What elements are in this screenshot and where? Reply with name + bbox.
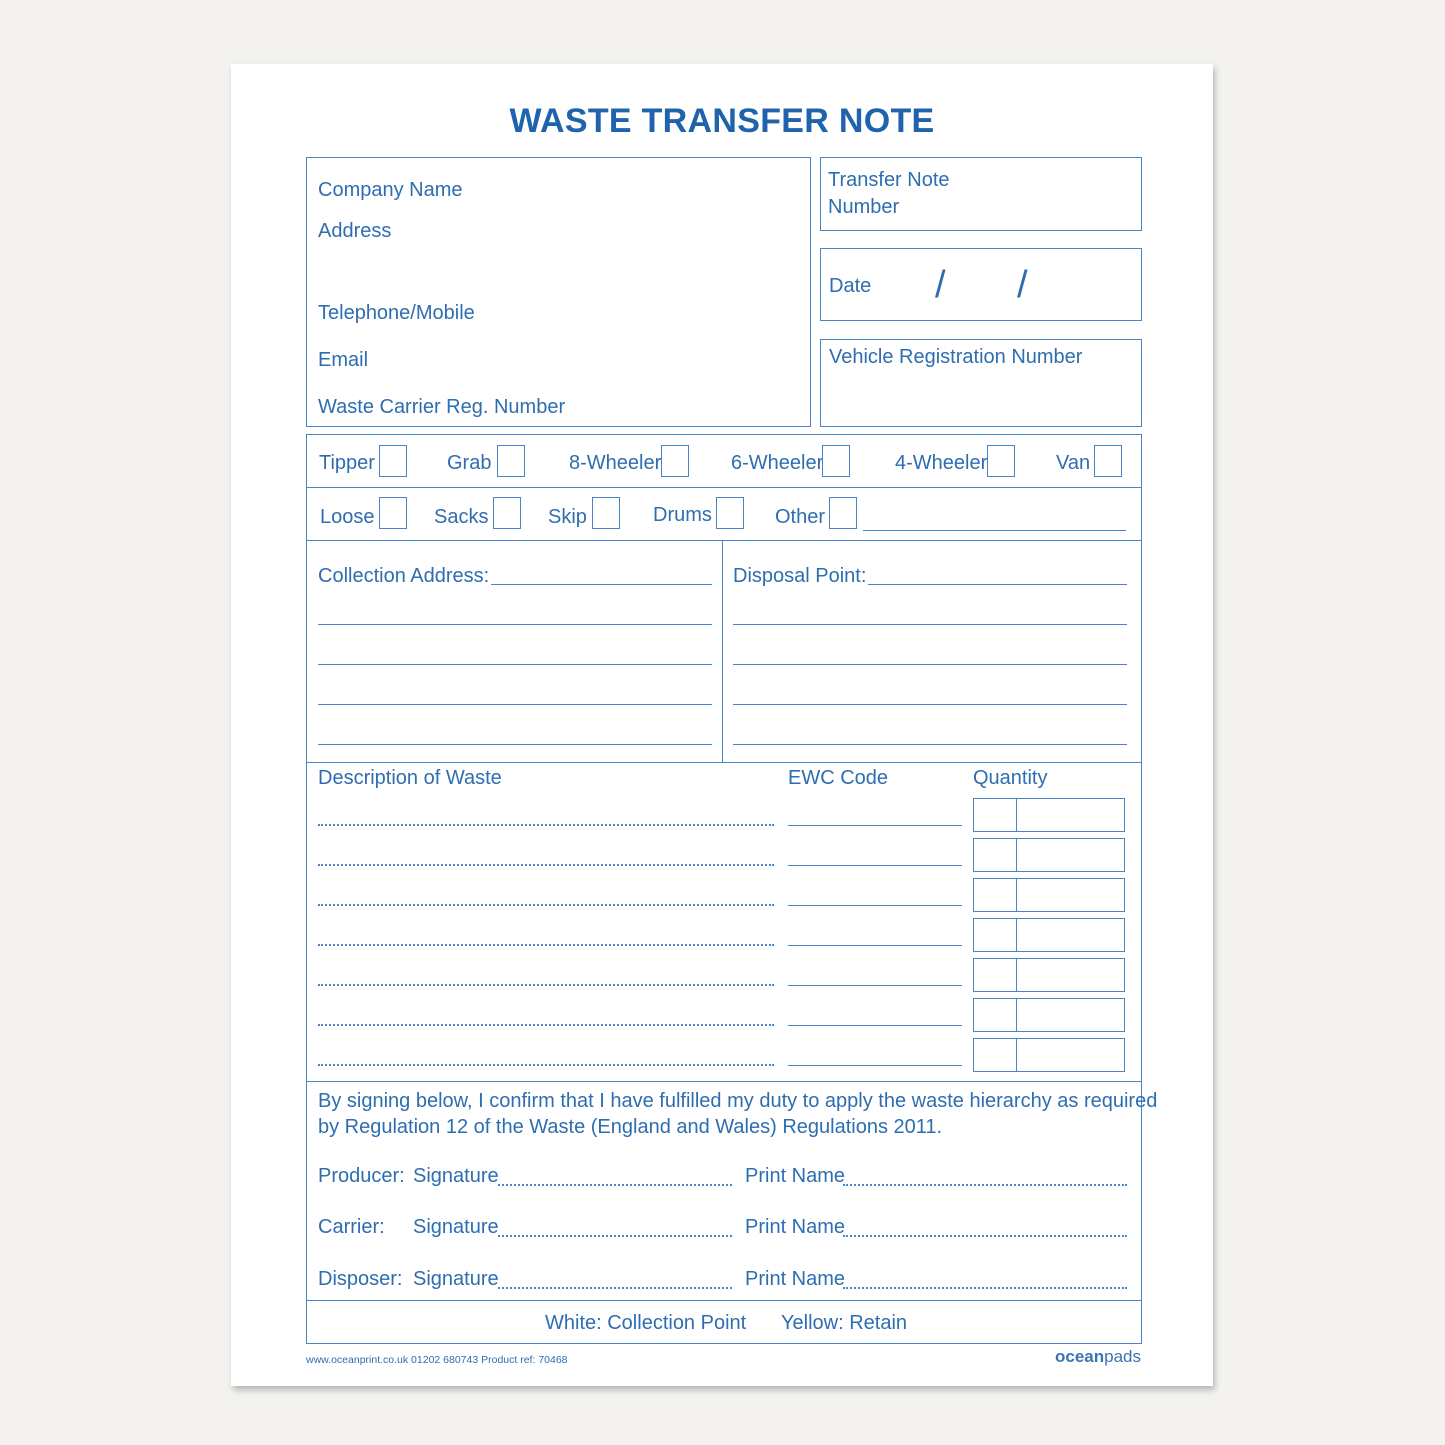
row-divider (306, 1081, 1142, 1082)
waste-description-line[interactable] (318, 1064, 774, 1066)
footer-contact: www.oceanprint.co.uk 01202 680743 Product ref: 70468 (306, 1354, 568, 1366)
sacks-checkbox[interactable] (493, 497, 521, 529)
eight-wheeler-checkbox[interactable] (661, 445, 689, 477)
waste-description-line[interactable] (318, 1024, 774, 1026)
signature-label: Signature (413, 1165, 499, 1187)
yellow-copy-label: Yellow: Retain (781, 1312, 908, 1334)
signatory-role-label: Disposer: (318, 1268, 403, 1290)
quantity-box[interactable] (973, 838, 1125, 872)
transfer-note-label-line2: Number (828, 196, 900, 218)
collection-address-line[interactable] (318, 664, 712, 665)
quantity-box-divider (1016, 839, 1017, 871)
signatory-role-label: Producer: (318, 1165, 405, 1187)
collection-address-label: Collection Address: (318, 565, 490, 587)
date-separator: / (1017, 264, 1028, 306)
container-type-label: Loose (320, 506, 375, 528)
ewc-code-line[interactable] (788, 1025, 962, 1026)
four-wheeler-checkbox[interactable] (987, 445, 1015, 477)
collection-address-line[interactable] (318, 744, 712, 745)
description-of-waste-label: Description of Waste (318, 767, 502, 789)
row-divider (306, 762, 1142, 763)
container-type-label: Skip (548, 506, 587, 528)
quantity-box[interactable] (973, 958, 1125, 992)
vehicle-type-label: 4-Wheeler (895, 452, 988, 474)
signature-line[interactable] (498, 1287, 732, 1289)
six-wheeler-checkbox[interactable] (822, 445, 850, 477)
waste-description-line[interactable] (318, 984, 774, 986)
quantity-box-divider (1016, 959, 1017, 991)
declaration-line2: by Regulation 12 of the Waste (England and Wales) Regulations 2011. (318, 1116, 943, 1138)
waste-description-line[interactable] (318, 824, 774, 826)
waste-description-line[interactable] (318, 864, 774, 866)
print-name-line[interactable] (843, 1235, 1127, 1237)
container-type-label: Other (775, 506, 826, 528)
quantity-box-divider (1016, 879, 1017, 911)
quantity-box-divider (1016, 799, 1017, 831)
logo-bold-part: ocean (1055, 1347, 1105, 1366)
quantity-box[interactable] (973, 998, 1125, 1032)
vehicle-registration-label: Vehicle Registration Number (829, 346, 1083, 368)
waste-description-line[interactable] (318, 944, 774, 946)
ewc-code-line[interactable] (788, 825, 962, 826)
vehicle-type-label: 6-Wheeler (731, 452, 824, 474)
quantity-box-divider (1016, 1039, 1017, 1071)
ewc-code-line[interactable] (788, 1065, 962, 1066)
transfer-note-label-line1: Transfer Note (828, 169, 950, 191)
vehicle-type-label: Tipper (319, 452, 375, 474)
print-name-line[interactable] (843, 1184, 1127, 1186)
vehicle-type-label: Grab (447, 452, 492, 474)
ewc-code-line[interactable] (788, 905, 962, 906)
ewc-code-line[interactable] (788, 865, 962, 866)
print-name-label: Print Name (745, 1165, 846, 1187)
van-checkbox[interactable] (1094, 445, 1122, 477)
row-divider (306, 540, 1142, 541)
signature-label: Signature (413, 1216, 499, 1238)
quantity-box-divider (1016, 999, 1017, 1031)
collection-address-line[interactable] (318, 704, 712, 705)
vehicle-type-label: 8-Wheeler (569, 452, 662, 474)
container-type-label: Drums (653, 504, 712, 526)
grab-checkbox[interactable] (497, 445, 525, 477)
disposal-point-line[interactable] (733, 744, 1127, 745)
other-write-in-line[interactable] (863, 530, 1126, 531)
address-label: Address (318, 220, 392, 242)
vehicle-type-label: Van (1056, 452, 1091, 474)
quantity-box-divider (1016, 919, 1017, 951)
disposal-point-label: Disposal Point: (733, 565, 867, 587)
quantity-label: Quantity (973, 767, 1048, 789)
quantity-box[interactable] (973, 918, 1125, 952)
oceanpads-logo (1055, 1347, 1141, 1367)
row-divider (306, 1300, 1142, 1301)
logo-light-part: pads (1104, 1347, 1142, 1366)
form-title: WASTE TRANSFER NOTE (509, 102, 935, 140)
print-name-line[interactable] (843, 1287, 1127, 1289)
signature-line[interactable] (498, 1235, 732, 1237)
ewc-code-line[interactable] (788, 945, 962, 946)
container-type-label: Sacks (434, 506, 489, 528)
quantity-box[interactable] (973, 878, 1125, 912)
loose-checkbox[interactable] (379, 497, 407, 529)
date-label: Date (829, 275, 872, 297)
email-label: Email (318, 349, 369, 371)
quantity-box[interactable] (973, 798, 1125, 832)
collection-address-line[interactable] (491, 584, 712, 585)
collection-address-line[interactable] (318, 624, 712, 625)
signature-line[interactable] (498, 1184, 732, 1186)
carrier-reg-label: Waste Carrier Reg. Number (318, 396, 566, 418)
disposal-point-line[interactable] (733, 624, 1127, 625)
date-separator: / (935, 264, 946, 306)
signature-label: Signature (413, 1268, 499, 1290)
ewc-code-line[interactable] (788, 985, 962, 986)
declaration-line1: By signing below, I confirm that I have fulfilled my duty to apply the waste hierarchy as required (318, 1090, 1158, 1112)
disposal-point-line[interactable] (868, 584, 1127, 585)
telephone-label: Telephone/Mobile (318, 302, 475, 324)
print-name-label: Print Name (745, 1216, 846, 1238)
quantity-box[interactable] (973, 1038, 1125, 1072)
form-sheet (231, 64, 1213, 1386)
row-divider (306, 487, 1142, 488)
column-divider (722, 540, 723, 762)
disposal-point-line[interactable] (733, 704, 1127, 705)
ewc-code-label: EWC Code (788, 767, 889, 789)
drums-checkbox[interactable] (716, 497, 744, 529)
print-name-label: Print Name (745, 1268, 846, 1290)
company-name-label: Company Name (318, 179, 463, 201)
disposal-point-line[interactable] (733, 664, 1127, 665)
signatory-role-label: Carrier: (318, 1216, 385, 1238)
white-copy-label: White: Collection Point (545, 1312, 747, 1334)
other-checkbox[interactable] (829, 497, 857, 529)
waste-description-line[interactable] (318, 904, 774, 906)
skip-checkbox[interactable] (592, 497, 620, 529)
tipper-checkbox[interactable] (379, 445, 407, 477)
